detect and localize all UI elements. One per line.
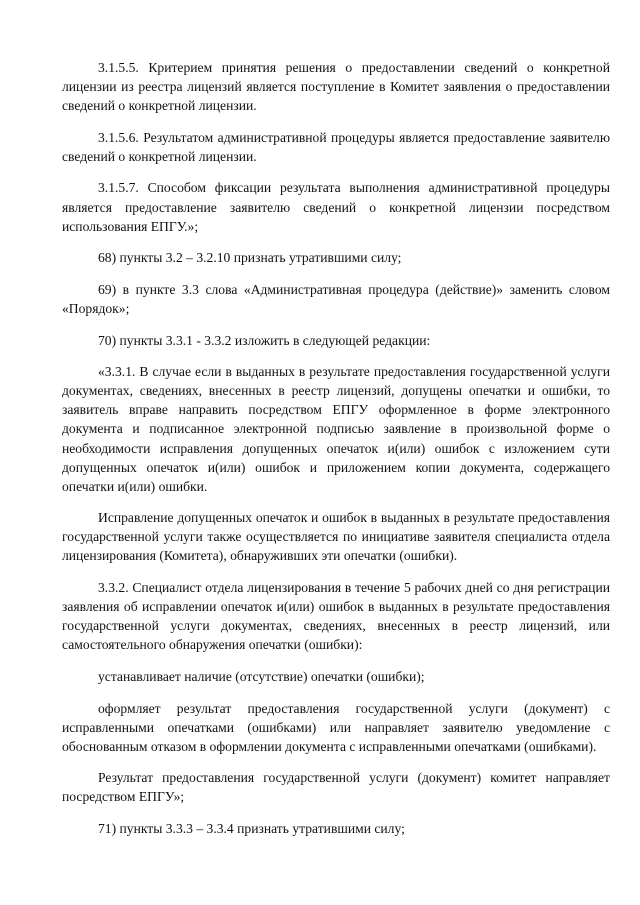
document-page [62,58,610,851]
paragraph-formalizes-result: оформляет результат предоставления государственной услуги (документ) с исправленными опечатками (ошибками) или направляет заявителю уведомление с обоснованным отказом в оформлении документа с исправленными опечатками (ошибками). [62,700,610,754]
paragraph-item-70: 70) пункты 3.3.1 - 3.3.2 изложить в следующей редакции: [98,332,431,348]
paragraph-3-1-5-7: 3.1.5.7. Способом фиксации результата выполнения административной процедуры является предоставление заявителю сведений о конкретной лицензии посредством использования ЕПГУ.»; [62,180,610,234]
paragraph-result-sent: Результат предоставления государственной услуги (документ) комитет направляет посредством ЕПГУ»; [62,770,610,805]
paragraph-item-71: 71) пункты 3.3.3 – 3.3.4 признать утратившими силу; [98,821,405,836]
paragraph-item-69: 69) в пункте 3.3 слова «Административная процедура (действие)» заменить словом «Порядок»; [62,281,610,316]
paragraph-3-3-2: 3.3.2. Специалист отдела лицензирования в течение 5 рабочих дней со дня регистрации заявления об исправлении опечаток и(или) ошибок в выданных в результате предоставления государственной услуги документах, сведениях, внесенных в реестр лицензий, или самостоятельного обнаружения опечатки (ошибки): [62,580,610,653]
paragraph-establishes-presence: устанавливает наличие (отсутствие) опечатки (ошибки); [98,668,425,684]
paragraph-3-1-5-6: 3.1.5.6. Результатом административной процедуры является предоставление заявителю сведений о конкретной лицензии. [62,129,610,164]
paragraph-correction-initiative: Исправление допущенных опечаток и ошибок в выданных в результате предоставления государственной услуги также осуществляется по инициативе заявителя специалиста отдела лицензирования (Комитета), обнаруживших эти опечатки (ошибки). [62,510,610,564]
paragraph-3-1-5-5: 3.1.5.5. Критерием принятия решения о предоставлении сведений о конкретной лицензии из реестра лицензий является поступление в Комитет заявления о предоставлении сведений о конкретной лицензии. [62,60,610,114]
paragraph-item-68: 68) пункты 3.2 – 3.2.10 признать утратившими силу; [98,250,402,266]
paragraph-3-3-1: «3.3.1. В случае если в выданных в результате предоставления государственной услуги документах, сведениях, внесенных в реестр лицензий, допущены опечатки и ошибки, то заявитель вправе направить посредством ЕПГУ оформленное в форме электронного документа и подписанное электронной подписью заявление в произвольной форме о необходимости исправления допущенных опечаток и(или) ошибок с изложением сути допущенных опечаток и(или) ошибок и приложением копии документа, содержащего опечатки и(или) ошибки. [62,364,610,494]
